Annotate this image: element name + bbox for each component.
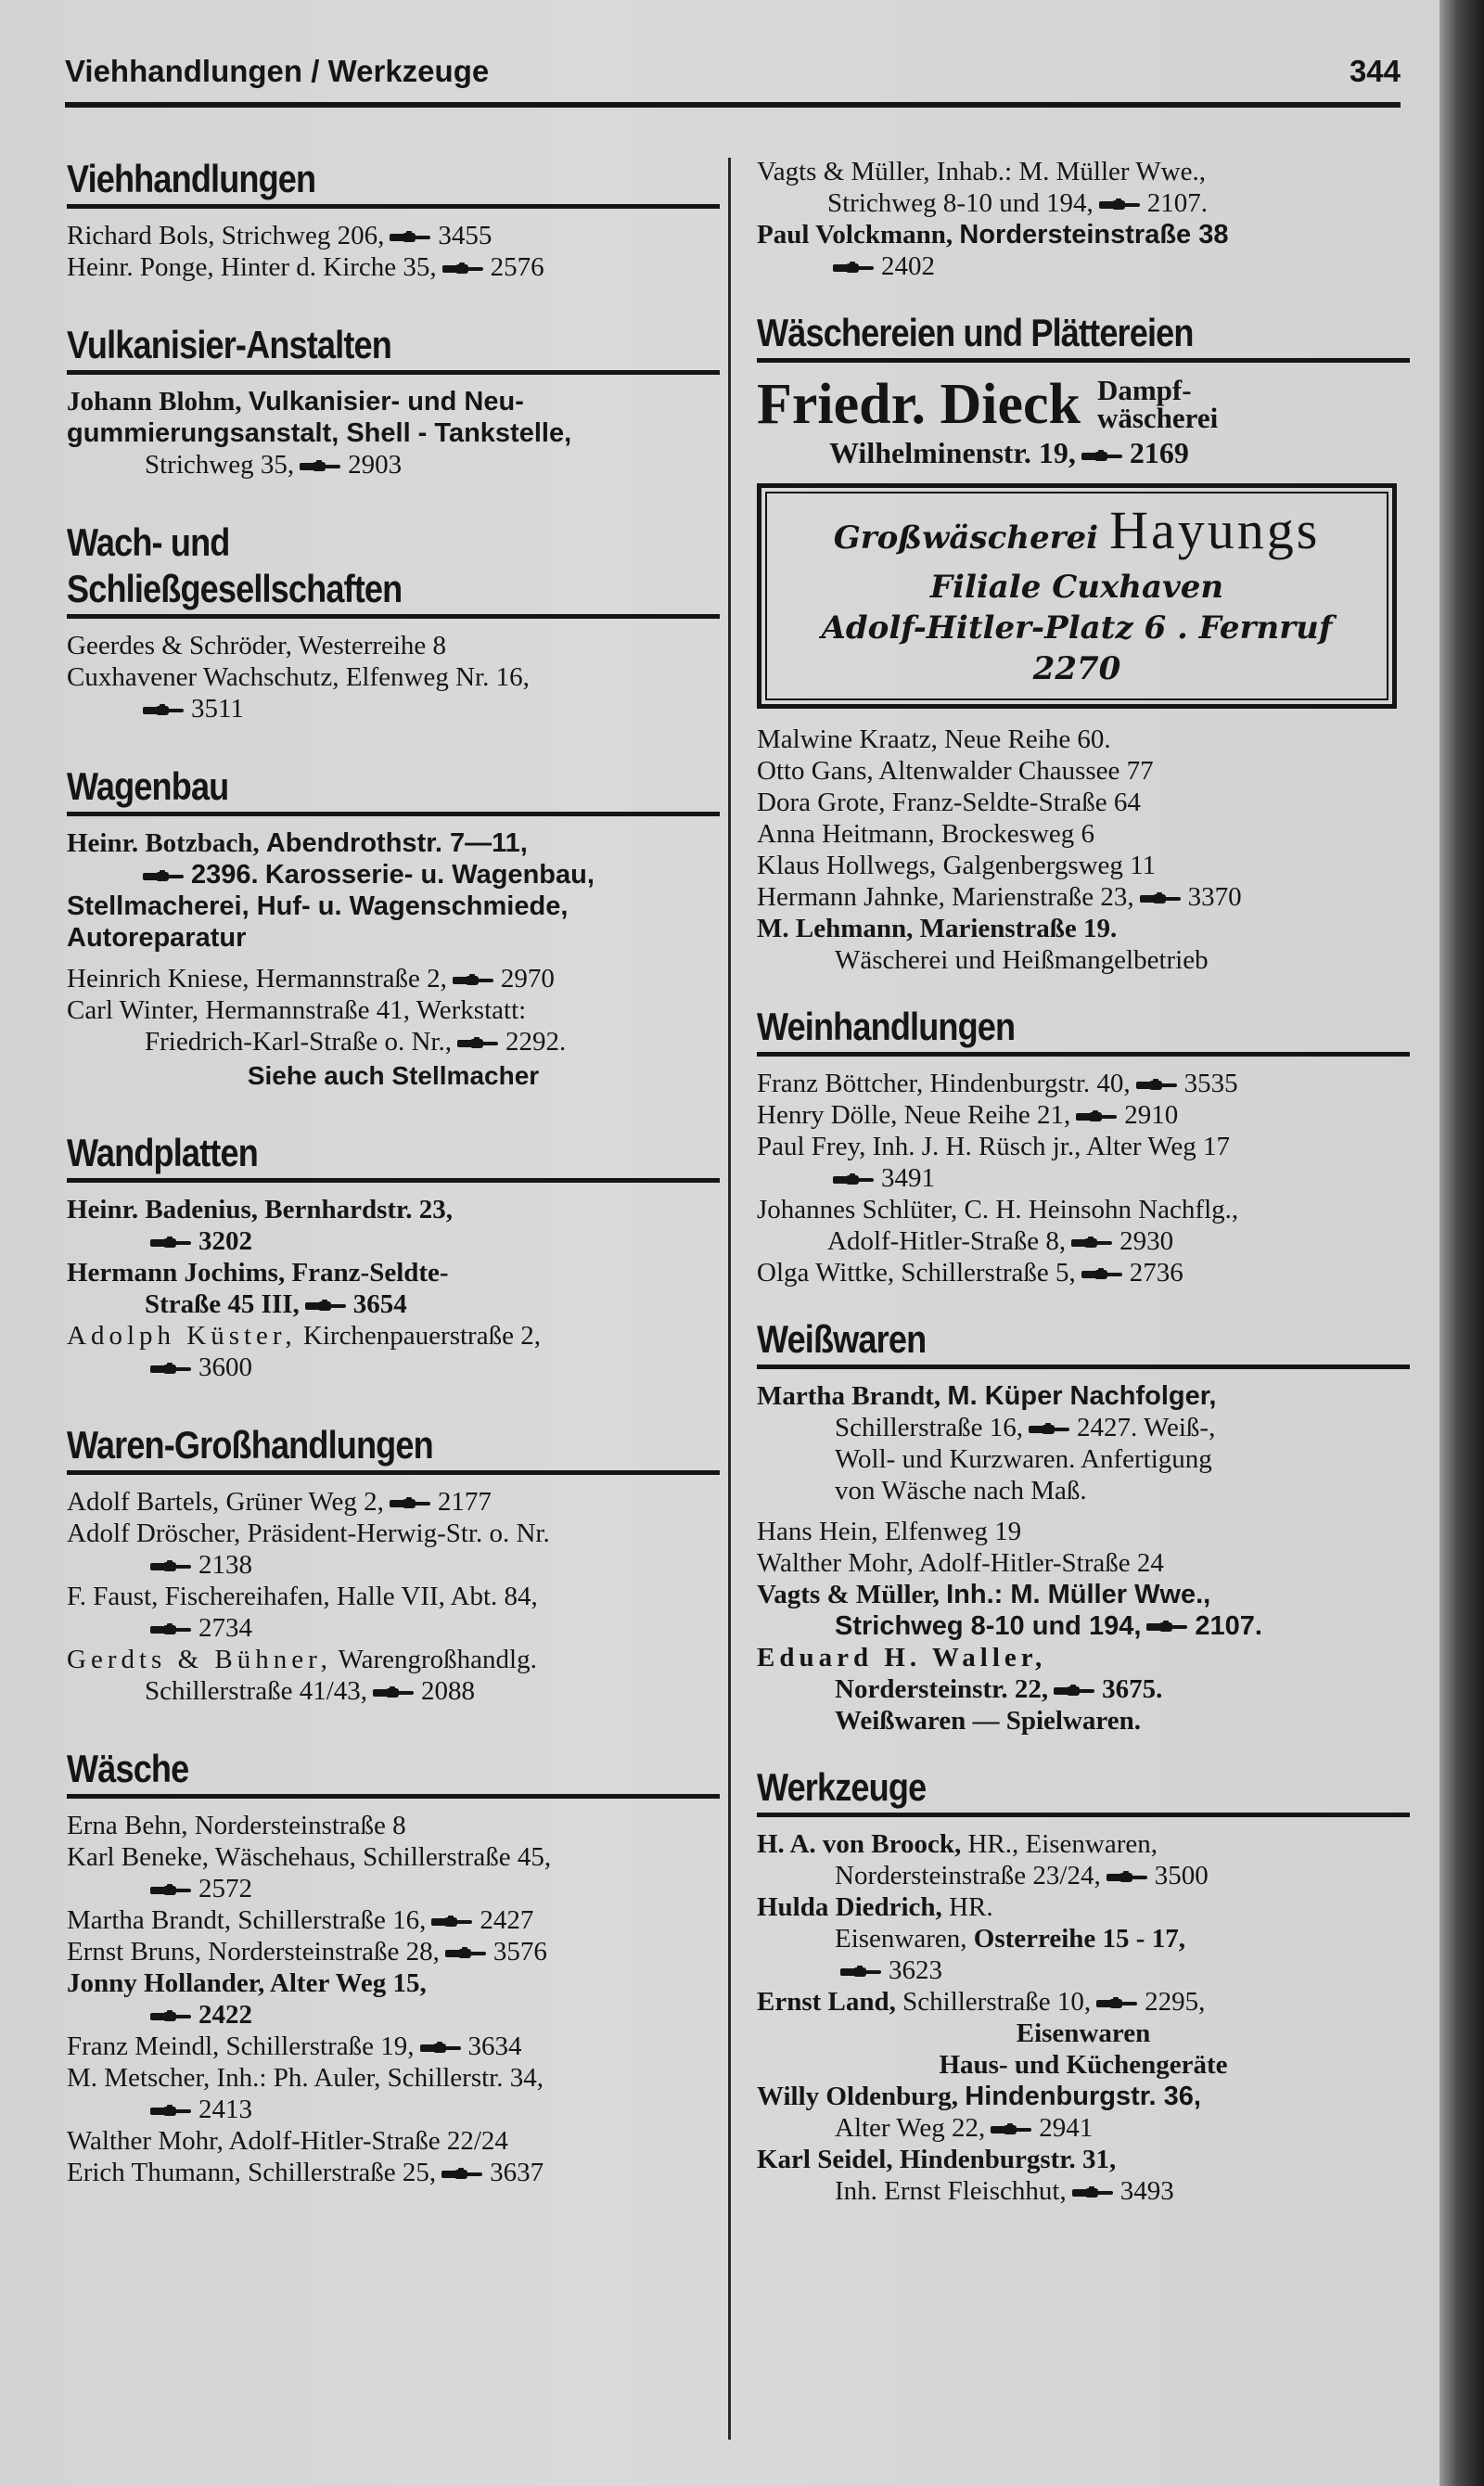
ad-business-type: Dampf- wäscherei xyxy=(1096,374,1219,434)
book-spine xyxy=(1439,0,1484,2486)
telephone-hand-icon xyxy=(150,2105,193,2118)
section-continuation xyxy=(757,156,1410,282)
section-title: Wäschereien und Plättereien xyxy=(757,311,1194,354)
telephone-hand-icon xyxy=(431,1916,474,1929)
telephone-hand-icon xyxy=(457,1037,500,1050)
telephone-hand-icon xyxy=(1140,892,1183,905)
list-item: Heinrich Kniese, Hermannstraße 2, 2970 xyxy=(67,964,555,993)
list-item: Franz Böttcher, Hindenburgstr. 40, 3535 xyxy=(757,1069,1238,1098)
column-divider xyxy=(728,158,731,2440)
cross-reference-note: Siehe auch Stellmacher xyxy=(247,1061,540,1090)
ad-company-name: Friedr. Dieck xyxy=(757,373,1081,436)
list-item: Eduard H. Waller, Nordersteinstr. 22, 3675. Weißwaren — Spielwaren. xyxy=(757,1643,1163,1736)
section-wach xyxy=(67,519,720,724)
telephone-hand-icon xyxy=(300,460,342,473)
telephone-hand-icon xyxy=(390,231,432,244)
telephone-hand-icon xyxy=(1072,2186,1115,2199)
telephone-hand-icon xyxy=(1107,1871,1149,1884)
section-title-line2: Schließgesellschaften xyxy=(67,567,403,610)
section-rule xyxy=(757,1365,1410,1369)
telephone-hand-icon xyxy=(150,1884,193,1897)
list-item: Heinr. Ponge, Hinter d. Kirche 35, 2576 xyxy=(67,252,544,282)
telephone-hand-icon xyxy=(1136,1079,1179,1092)
list-item: M. Metscher, Inh.: Ph. Auler, Schillerstr. 34, 2413 xyxy=(67,2063,544,2124)
right-column xyxy=(757,156,1410,2246)
section-weisswaren xyxy=(757,1316,1410,1736)
list-item: Hermann Jochims, Franz-Seldte- Straße 45 III, 3654 xyxy=(67,1258,449,1319)
list-item: Olga Wittke, Schillerstraße 5, 2736 xyxy=(757,1258,1183,1288)
list-item: Geerdes & Schröder, Westerreihe 8 xyxy=(67,631,447,660)
list-item: Klaus Hollwegs, Galgenbergsweg 11 xyxy=(757,851,1157,880)
telephone-hand-icon xyxy=(1071,1237,1114,1249)
telephone-hand-icon xyxy=(150,1623,193,1636)
list-item: Erich Thumann, Schillerstraße 25, 3637 xyxy=(67,2158,544,2187)
running-head-title: Viehhandlungen / Werkzeuge xyxy=(65,54,490,88)
left-column xyxy=(67,156,720,2227)
section-weinhandlungen xyxy=(757,1004,1410,1288)
telephone-hand-icon xyxy=(991,2123,1033,2136)
section-title: Viehhandlungen xyxy=(67,157,316,200)
list-item: Adolph Küster, Kirchenpauerstraße 2, 3600 xyxy=(67,1321,541,1382)
telephone-hand-icon xyxy=(1081,1268,1124,1281)
list-item: Adolf Bartels, Grüner Weg 2, 2177 xyxy=(67,1487,492,1517)
list-item: Ernst Bruns, Nordersteinstraße 28, 3576 xyxy=(67,1937,547,1967)
list-item: Carl Winter, Hermannstraße 41, Werkstatt: Friedrich-Karl-Straße o. Nr., 2292. xyxy=(67,995,567,1057)
list-item: Franz Meindl, Schillerstraße 19, 3634 xyxy=(67,2031,522,2061)
section-title: Waren-Großhandlungen xyxy=(67,1423,433,1467)
section-title: Wäsche xyxy=(67,1747,189,1790)
telephone-hand-icon xyxy=(150,1363,193,1376)
list-item: Erna Behn, Nordersteinstraße 8 xyxy=(67,1811,406,1840)
list-item: Otto Gans, Altenwalder Chaussee 77 xyxy=(757,756,1154,786)
section-title: Wach- und xyxy=(67,520,230,564)
list-item: Johann Blohm, Vulkanisier- und Neu- gummierungsanstalt, Shell - Tankstelle, Strichweg 35, 2903 xyxy=(67,387,572,480)
list-item: Hulda Diedrich, HR. Eisenwaren, Osterreihe 15 - 17, 3623 xyxy=(757,1892,1185,1985)
section-title: Wagenbau xyxy=(67,764,229,808)
page-number: 344 xyxy=(1349,54,1401,88)
telephone-hand-icon xyxy=(390,1497,432,1510)
list-item: Walther Mohr, Adolf-Hitler-Straße 24 xyxy=(757,1548,1164,1578)
list-item: Richard Bols, Strichweg 206, 3455 xyxy=(67,221,493,250)
section-title: Vulkanisier-Anstalten xyxy=(67,323,391,366)
list-item: Hans Hein, Elfenweg 19 xyxy=(757,1517,1022,1546)
section-rule xyxy=(757,358,1410,363)
section-title: Weinhandlungen xyxy=(757,1005,1016,1048)
section-rule xyxy=(67,614,720,619)
telephone-hand-icon xyxy=(143,870,186,883)
list-item: Karl Beneke, Wäschehaus, Schillerstraße 45, 2572 xyxy=(67,1842,552,1903)
telephone-hand-icon xyxy=(441,2168,484,2181)
list-item: Malwine Kraatz, Neue Reihe 60. xyxy=(757,724,1111,754)
section-wandplatten xyxy=(67,1130,720,1383)
telephone-hand-icon xyxy=(420,2042,463,2055)
section-waren-grosshandlungen xyxy=(67,1422,720,1707)
section-rule xyxy=(67,1794,720,1799)
list-item: Heinr. Badenius, Bernhardstr. 23, 3202 xyxy=(67,1195,454,1256)
list-item: Johannes Schlüter, C. H. Heinsohn Nachflg., Adolf-Hitler-Straße 8, 2930 xyxy=(757,1195,1239,1256)
list-item: F. Faust, Fischereihafen, Halle VII, Abt. 84, 2734 xyxy=(67,1582,538,1643)
section-viehhandlungen xyxy=(67,156,720,283)
telephone-hand-icon xyxy=(150,1560,193,1573)
telephone-hand-icon xyxy=(1096,1997,1139,2010)
telephone-hand-icon xyxy=(1054,1685,1096,1698)
section-wagenbau xyxy=(67,763,720,1091)
list-item: Willy Oldenburg, Hindenburgstr. 36, Alter Weg 22, 2941 xyxy=(757,2082,1201,2143)
list-item: Heinr. Botzbach, Abendrothstr. 7—11, 2396. Karosserie- u. Wagenbau, Stellmacherei, Huf- u. Wagenschmiede, Autoreparatur xyxy=(67,828,595,953)
telephone-hand-icon xyxy=(150,2010,193,2023)
telephone-hand-icon xyxy=(445,1947,488,1960)
list-item: Vagts & Müller, Inhab.: M. Müller Wwe., Strichweg 8-10 und 194, 2107. xyxy=(757,157,1208,218)
list-item: Anna Heitmann, Brockesweg 6 xyxy=(757,819,1095,849)
telephone-hand-icon xyxy=(840,1966,883,1979)
list-item: Vagts & Müller, Inh.: M. Müller Wwe., Strichweg 8-10 und 194, 2107. xyxy=(757,1580,1262,1641)
section-rule xyxy=(67,812,720,816)
section-vulkanisier xyxy=(67,322,720,481)
list-item: M. Lehmann, Marienstraße 19. Wäscherei und Heißmangelbetrieb xyxy=(757,914,1209,975)
list-item: Dora Grote, Franz-Seldte-Straße 64 xyxy=(757,788,1141,817)
advertisement-hayungs xyxy=(757,483,1397,709)
list-item: Paul Volckmann, Nordersteinstraße 38 2402 xyxy=(757,220,1229,281)
section-title: Weißwaren xyxy=(757,1317,927,1361)
ad-address: Adolf-Hitler-Platz 6 . Fernruf 2270 xyxy=(821,609,1333,687)
list-item: Ernst Land, Schillerstraße 10, 2295, Eisenwaren Haus- und Küchengeräte xyxy=(757,1987,1228,2080)
section-rule xyxy=(67,370,720,375)
list-item: Martha Brandt, M. Küper Nachfolger, Schillerstraße 16, 2427. Weiß-, Woll- und Kurzwaren. Anfertigung von Wäsche nach Maß. xyxy=(757,1381,1217,1506)
list-item: Hermann Jahnke, Marienstraße 23, 3370 xyxy=(757,882,1242,912)
section-werkzeuge xyxy=(757,1764,1410,2207)
ad-company-name: Hayungs xyxy=(1109,500,1321,560)
list-item: Paul Frey, Inh. J. H. Rüsch jr., Alter Weg 17 3491 xyxy=(757,1132,1230,1193)
list-item: Jonny Hollander, Alter Weg 15, 2422 xyxy=(67,1968,427,2030)
telephone-hand-icon xyxy=(1099,199,1142,211)
telephone-hand-icon xyxy=(453,974,495,987)
section-rule xyxy=(67,204,720,209)
section-title: Wandplatten xyxy=(67,1131,258,1174)
advertisement-dieck xyxy=(757,374,1410,470)
telephone-hand-icon xyxy=(373,1686,416,1699)
section-rule xyxy=(757,1052,1410,1057)
telephone-hand-icon xyxy=(833,1173,876,1186)
list-item: Cuxhavener Wachschutz, Elfenweg Nr. 16, 3511 xyxy=(67,662,530,724)
telephone-hand-icon xyxy=(305,1300,348,1313)
list-item: Adolf Dröscher, Präsident-Herwig-Str. o. Nr. 2138 xyxy=(67,1519,550,1580)
list-item: Karl Seidel, Hindenburgstr. 31, Inh. Ernst Fleischhut, 3493 xyxy=(757,2145,1174,2206)
ad-prefix: Großwäscherei xyxy=(833,519,1099,557)
section-waeschereien xyxy=(757,310,1410,976)
telephone-hand-icon xyxy=(1081,450,1124,463)
telephone-hand-icon xyxy=(143,704,186,717)
telephone-hand-icon xyxy=(150,1237,193,1249)
section-rule xyxy=(67,1470,720,1475)
telephone-hand-icon xyxy=(1146,1621,1189,1634)
list-item: Walther Mohr, Adolf-Hitler-Straße 22/24 xyxy=(67,2126,508,2156)
header-rule xyxy=(65,102,1401,108)
list-item: Henry Dölle, Neue Reihe 21, 2910 xyxy=(757,1100,1179,1130)
list-item: Gerdts & Bühner, Warengroßhandlg. Schillerstraße 41/43, 2088 xyxy=(67,1645,537,1706)
telephone-hand-icon xyxy=(442,263,485,276)
ad-branch: Filiale Cuxhaven xyxy=(929,569,1224,606)
list-item: Martha Brandt, Schillerstraße 16, 2427 xyxy=(67,1905,534,1935)
section-rule xyxy=(67,1178,720,1183)
telephone-hand-icon xyxy=(1076,1110,1119,1123)
section-waesche xyxy=(67,1746,720,2188)
telephone-hand-icon xyxy=(833,262,876,275)
section-rule xyxy=(757,1813,1410,1817)
section-title: Werkzeuge xyxy=(757,1765,927,1809)
list-item: H. A. von Broock, HR., Eisenwaren, Nordersteinstraße 23/24, 3500 xyxy=(757,1829,1209,1890)
ad-address: Wilhelminenstr. 19, 2169 xyxy=(829,436,1189,469)
telephone-hand-icon xyxy=(1029,1423,1071,1436)
running-head xyxy=(65,50,1401,96)
